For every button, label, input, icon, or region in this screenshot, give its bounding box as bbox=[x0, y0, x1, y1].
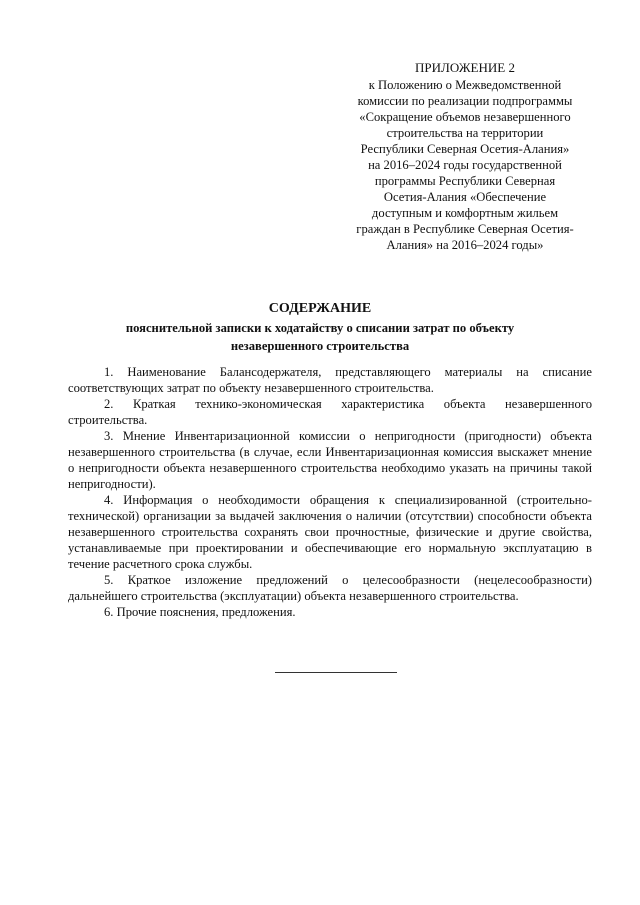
appendix-line: к Положению о Межведомственной bbox=[368, 78, 562, 92]
contents-item-2: 2. Краткая технико-экономическая характеристика объекта незавершенного строительства. bbox=[68, 397, 592, 427]
appendix-block bbox=[340, 60, 590, 253]
appendix-line: «Сокращение объемов незавершенного bbox=[359, 110, 571, 124]
appendix-line: строительства на территории bbox=[386, 126, 544, 140]
appendix-line: Алания» на 2016–2024 годы» bbox=[386, 238, 544, 252]
appendix-line: доступным и комфортным жильем bbox=[371, 206, 559, 220]
appendix-line: Республики Северная Осетия-Алания» bbox=[360, 142, 570, 156]
appendix-line: граждан в Республике Северная Осетия- bbox=[356, 222, 574, 236]
end-divider-line bbox=[275, 672, 397, 673]
appendix-line: программы Республики Северная bbox=[374, 174, 556, 188]
contents-list bbox=[68, 364, 592, 620]
heading-subtitle-line-2: незавершенного строительства bbox=[230, 339, 410, 353]
contents-item-3: 3. Мнение Инвентаризационной комиссии о непригодности (пригодности) объекта незавершенного строительства (в случае, если Инвентаризационная комиссия выскажет мнение о непригодности объекта незавершенного строительства необходимо указать на причины такой непригодности). bbox=[68, 429, 592, 491]
document-heading bbox=[50, 300, 590, 354]
appendix-line: Осетия-Алания «Обеспечение bbox=[383, 190, 547, 204]
appendix-line: на 2016–2024 годы государственной bbox=[368, 158, 562, 172]
heading-subtitle-line-1: пояснительной записки к ходатайству о списании затрат по объекту bbox=[125, 321, 515, 335]
contents-item-5: 5. Краткое изложение предложений о целесообразности (нецелесообразности) дальнейшего строительства (эксплуатации) объекта незавершенного строительства. bbox=[68, 573, 592, 603]
contents-item-1: 1. Наименование Балансодержателя, представляющего материалы на списание соответствующих затрат по объекту незавершенного строительства. bbox=[68, 365, 592, 395]
contents-item-4: 4. Информация о необходимости обращения к специализированной (строительно-технической) организации за выдачей заключения о наличии (отсутствии) способности объекта незавершенного строительства сохранять свои прочностные, физические и другие свойства, устанавливаемые при проектировании и обеспечивающие его нормальную эксплуатацию в течение расчетного срока службы. bbox=[68, 493, 592, 571]
contents-item-6: 6. Прочие пояснения, предложения. bbox=[104, 605, 296, 619]
appendix-title: ПРИЛОЖЕНИЕ 2 bbox=[415, 60, 515, 75]
appendix-line: комиссии по реализации подпрограммы bbox=[357, 94, 573, 108]
heading-title: СОДЕРЖАНИЕ bbox=[268, 301, 372, 316]
